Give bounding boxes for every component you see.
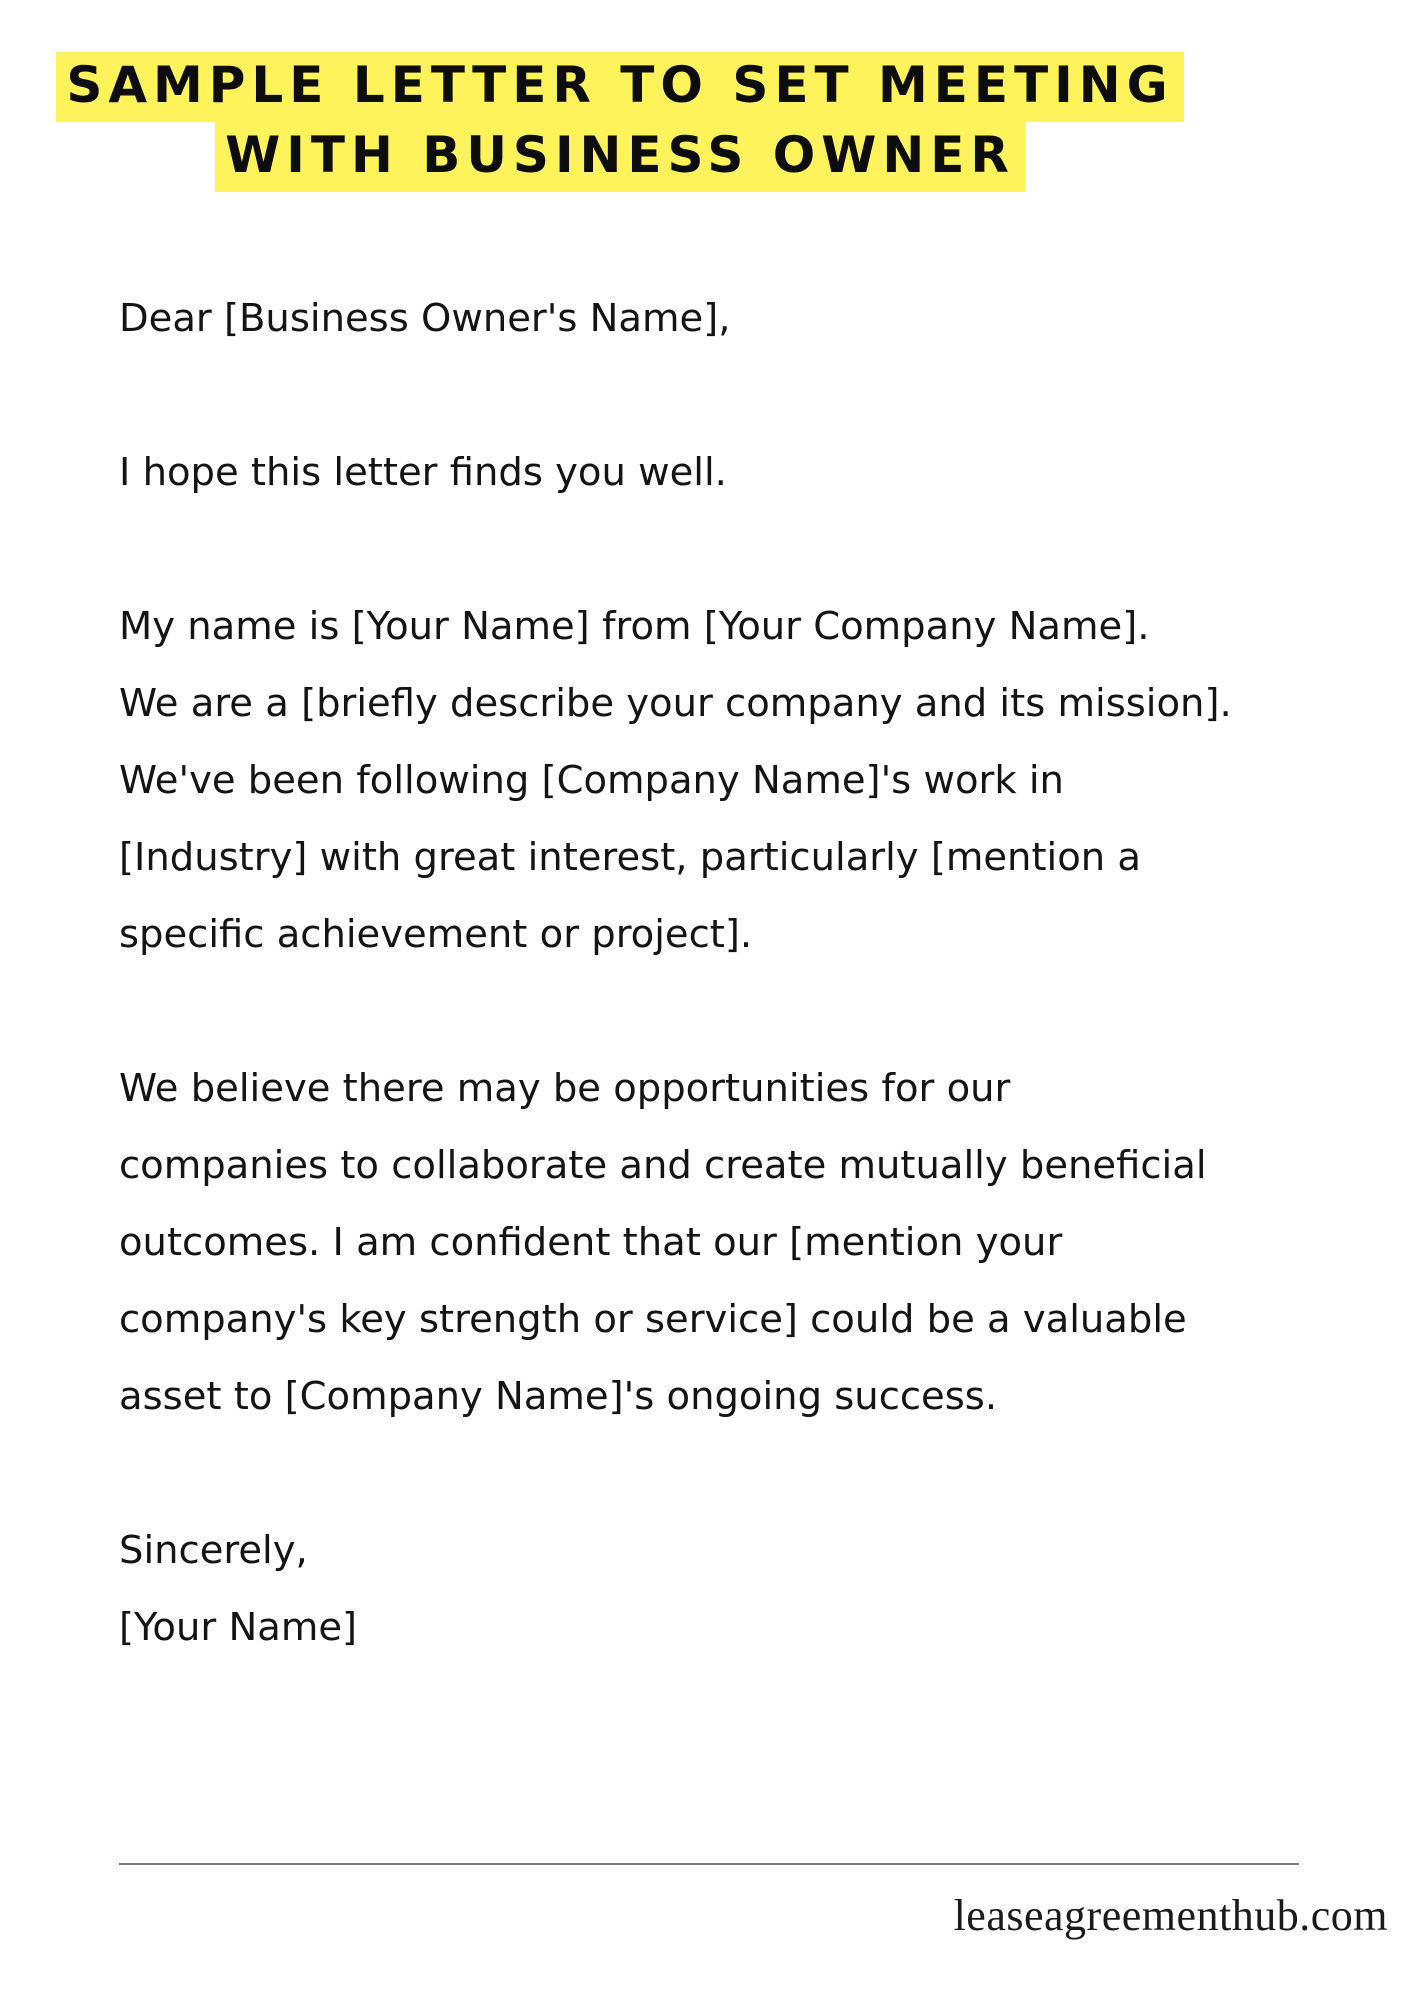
opening-paragraph [119,434,1379,511]
paragraph-line: companies to collaborate and create mutually beneficial [119,1143,1207,1188]
collaboration-paragraph [119,1050,1379,1435]
paragraph-line: We've been following [Company Name]'s work in [119,758,1064,803]
intro-paragraph [119,588,1379,973]
opening-text: I hope this letter finds you well. [119,450,727,495]
paragraph-line: specific achievement or project]. [119,912,753,957]
closing-text: Sincerely, [119,1528,308,1573]
closing-block [119,1512,1379,1666]
paragraph-line: asset to [Company Name]'s ongoing success. [119,1374,998,1419]
footer-website: leaseagreementhub.com [953,1891,1388,1940]
paragraph-line: company's key strength or service] could be a valuable [119,1297,1187,1342]
signature-text: [Your Name] [119,1605,358,1650]
paragraph-line: We are a [briefly describe your company and its mission]. [119,681,1232,726]
paragraph-line: outcomes. I am confident that our [mention your [119,1220,1063,1265]
letter-body [119,280,1379,1666]
salutation-text: Dear [Business Owner's Name], [119,296,731,341]
title-line-1: SAMPLE LETTER TO SET MEETING [56,52,1183,122]
title-line-2: WITH BUSINESS OWNER [215,122,1025,192]
salutation [119,280,1379,357]
paragraph-line: My name is [Your Name] from [Your Company Name]. [119,604,1150,649]
footer-divider [119,1863,1299,1865]
paragraph-line: We believe there may be opportunities for our [119,1066,1011,1111]
page-title [0,52,1240,192]
paragraph-line: [Industry] with great interest, particularly [mention a [119,835,1142,880]
